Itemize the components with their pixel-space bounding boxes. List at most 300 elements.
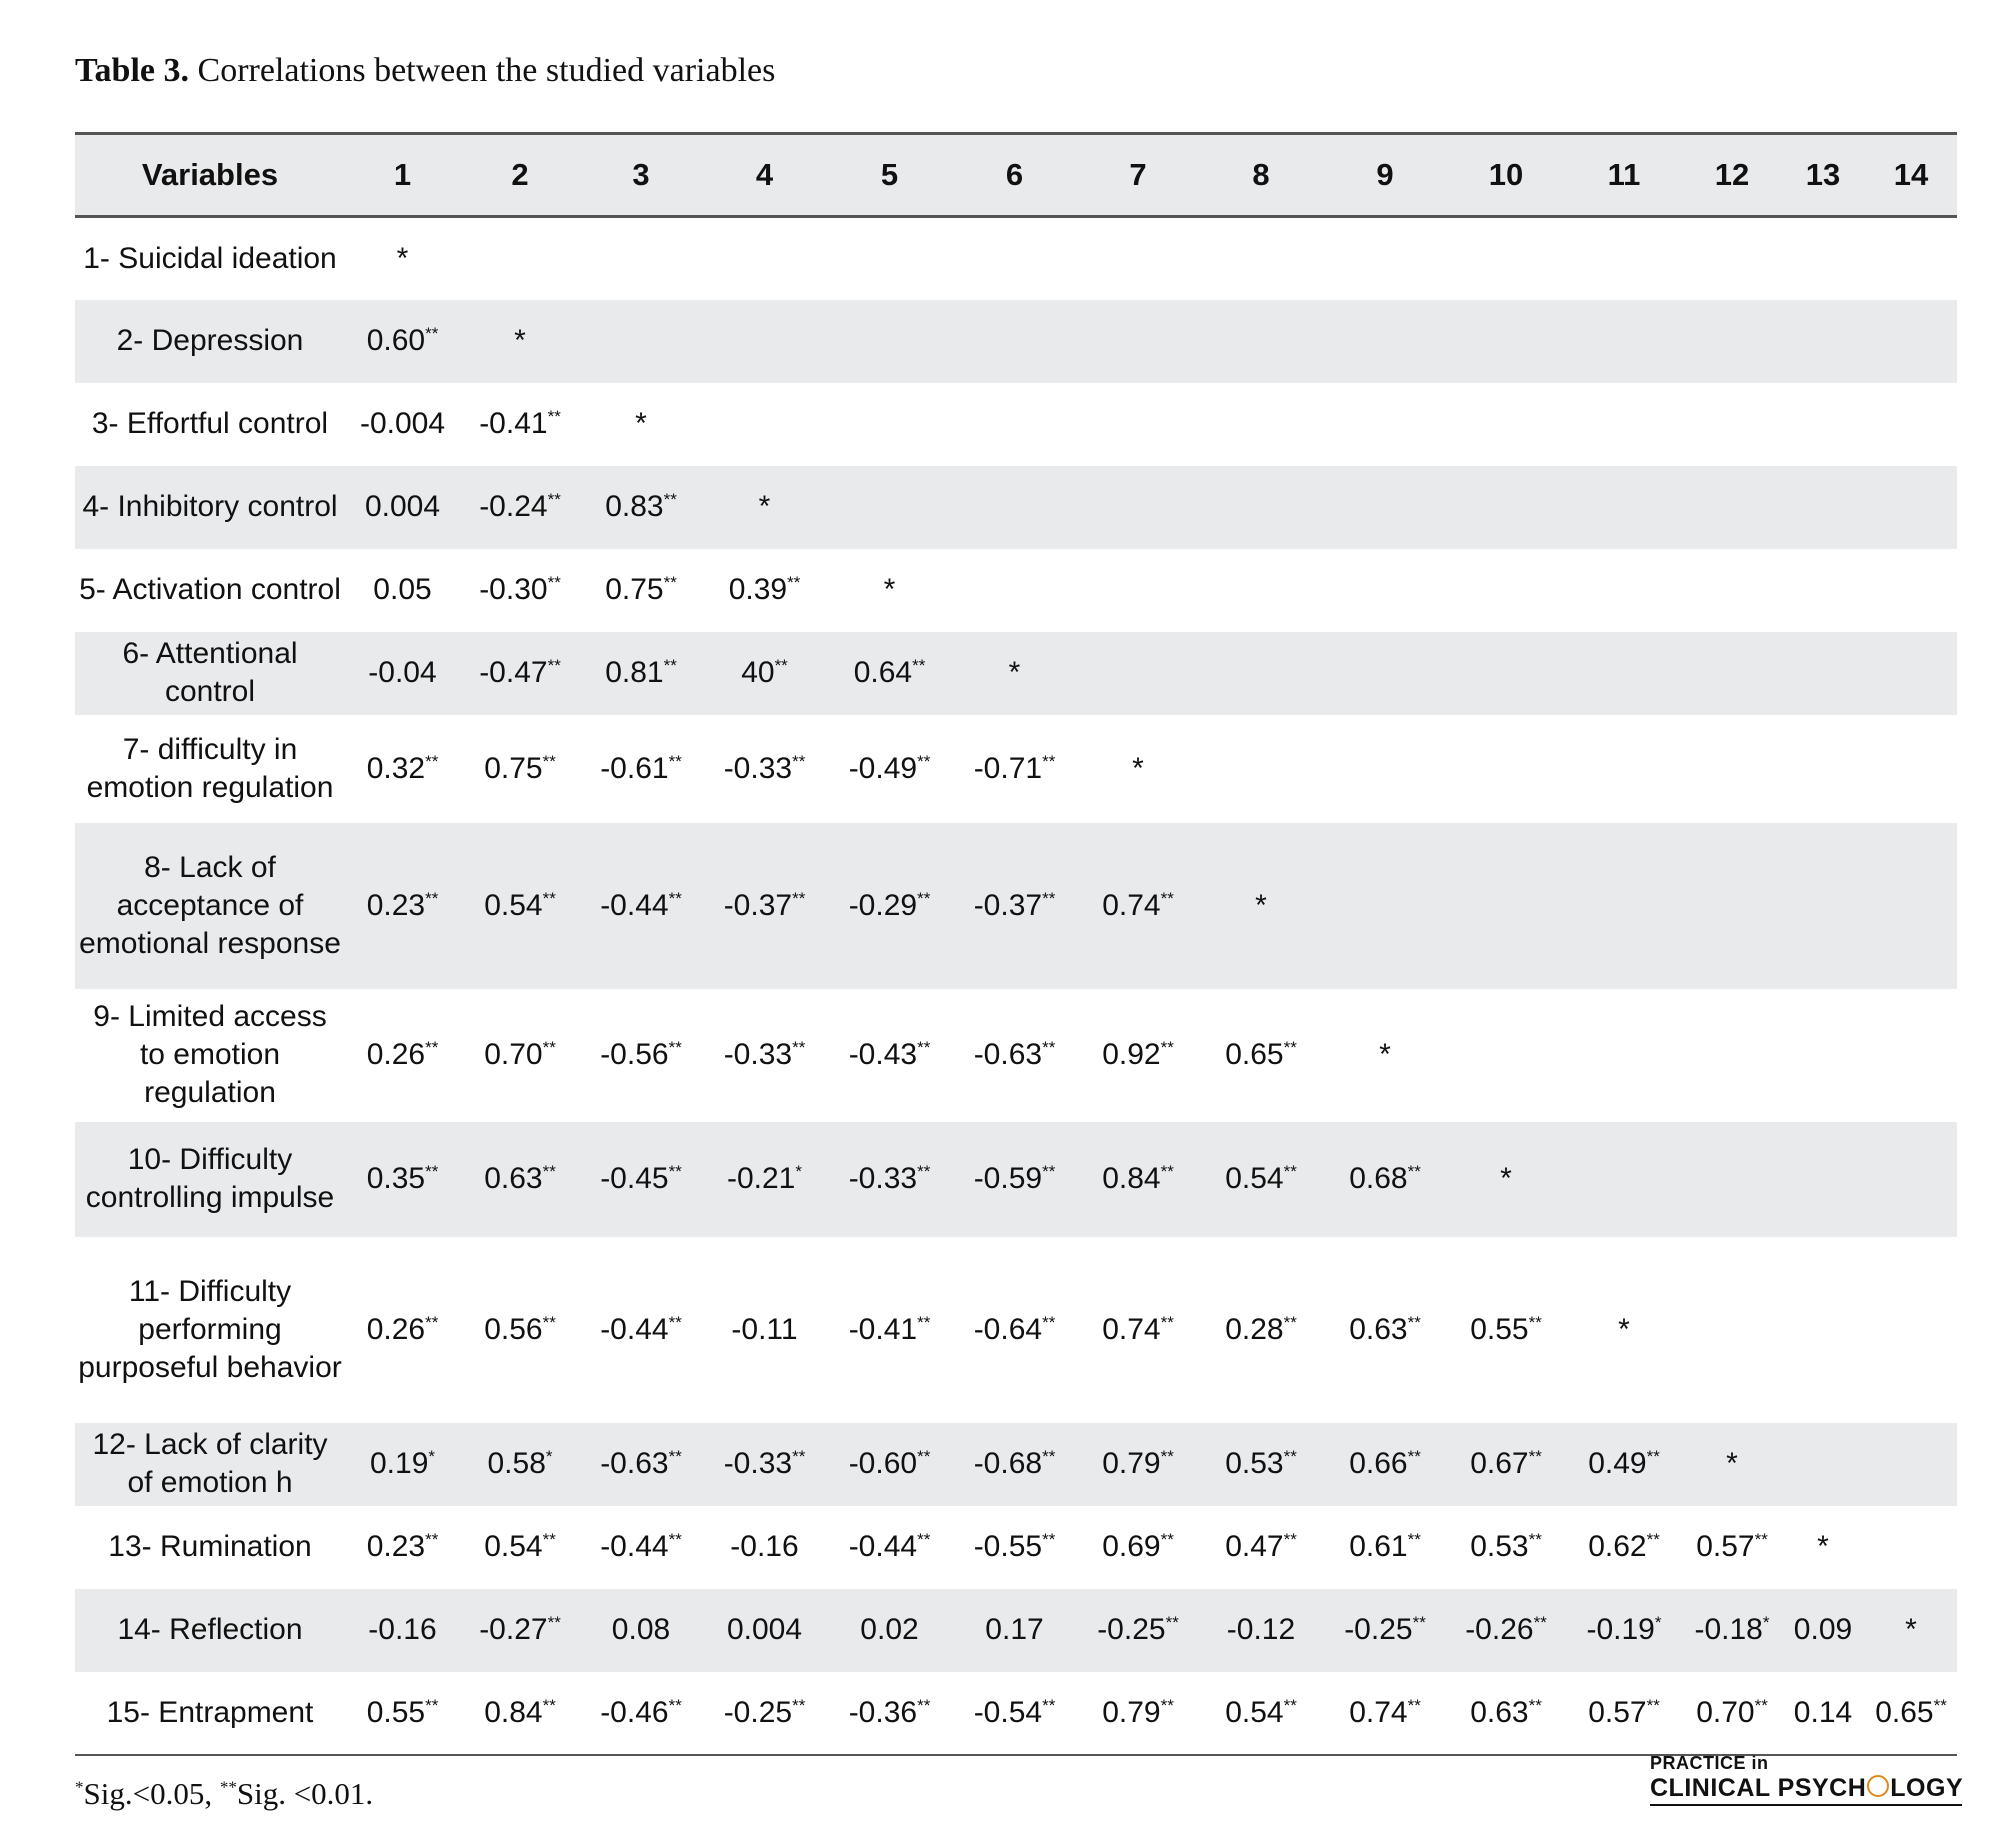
significance-mark: ** — [547, 1613, 561, 1632]
correlation-cell — [1447, 1237, 1565, 1423]
correlation-cell — [1077, 1672, 1199, 1755]
correlation-cell — [460, 1672, 580, 1755]
correlation-cell — [1077, 217, 1199, 300]
correlation-value: -0.71 — [973, 751, 1043, 785]
correlation-value: 0.02 — [860, 1613, 919, 1646]
correlation-cell — [345, 1589, 460, 1672]
correlation-cell — [580, 549, 702, 632]
correlation-cell — [460, 466, 580, 549]
significance-mark: ** — [547, 573, 561, 592]
correlation-cell — [952, 1506, 1077, 1589]
correlation-value: 0.55 — [1470, 1312, 1529, 1346]
correlation-cell — [952, 466, 1077, 549]
correlation-value: -0.44 — [600, 1312, 669, 1346]
correlation-cell — [460, 300, 580, 383]
table-row — [75, 632, 1957, 715]
header-variables: Variables — [141, 157, 279, 192]
correlation-cell — [827, 1122, 952, 1237]
correlation-cell — [1781, 300, 1865, 383]
correlation-value: -0.60 — [848, 1447, 918, 1480]
significance-mark: ** — [542, 1530, 556, 1549]
significance-mark: * — [1654, 1613, 1662, 1632]
correlation-value: -0.30 — [479, 573, 548, 606]
correlation-cell — [827, 549, 952, 632]
table-caption-label: Table 3. — [75, 52, 190, 89]
correlation-cell — [1683, 1237, 1781, 1423]
correlation-value: -0.46 — [600, 1695, 669, 1729]
correlation-cell — [1781, 466, 1865, 549]
variable-label: 7- difficulty in emotion regulation — [86, 732, 334, 804]
significance-mark: ** — [917, 888, 931, 908]
significance-mark: ** — [1528, 1695, 1542, 1715]
header-col-10: 10 — [1488, 157, 1524, 192]
correlation-cell — [1077, 383, 1199, 466]
correlation-value: 0.55 — [366, 1695, 426, 1729]
significance-mark: ** — [917, 1162, 931, 1181]
correlation-value: 0.35 — [366, 1162, 426, 1195]
logo-line-1: PRACTICE in — [1650, 1753, 1769, 1773]
correlation-cell — [827, 1672, 952, 1755]
significance-mark: ** — [1160, 1312, 1174, 1332]
significance-mark: ** — [425, 1312, 439, 1332]
correlation-cell — [1565, 823, 1683, 989]
correlation-value: 0.47 — [1225, 1530, 1284, 1563]
correlation-cell — [1077, 823, 1199, 989]
correlation-cell — [1199, 823, 1323, 989]
correlation-value: -0.44 — [600, 1530, 669, 1563]
correlation-value: * — [883, 573, 896, 606]
correlation-cell — [952, 217, 1077, 300]
correlation-cell — [1447, 1122, 1565, 1237]
footnote-text-1: Sig.<0.05, — [83, 1776, 220, 1811]
correlation-cell — [952, 549, 1077, 632]
correlation-cell — [460, 823, 580, 989]
correlation-value: -0.18 — [1694, 1613, 1763, 1646]
correlation-cell — [1865, 632, 1957, 715]
correlation-value: -0.55 — [973, 1530, 1043, 1563]
correlation-cell — [345, 217, 460, 300]
correlation-cell — [952, 823, 1077, 989]
correlation-cell — [952, 632, 1077, 715]
correlation-cell — [1683, 300, 1781, 383]
correlation-cell — [1447, 823, 1565, 989]
correlation-cell — [827, 300, 952, 383]
correlation-cell — [1077, 549, 1199, 632]
correlation-cell — [1323, 1589, 1447, 1672]
correlation-value: 0.61 — [1349, 1530, 1408, 1563]
correlation-table — [75, 132, 1957, 1756]
correlation-cell — [580, 1423, 702, 1506]
correlation-cell — [1565, 1423, 1683, 1506]
significance-footnote — [75, 1776, 373, 1812]
correlation-cell — [1781, 1506, 1865, 1589]
correlation-value: -0.61 — [600, 751, 669, 785]
correlation-cell — [952, 383, 1077, 466]
correlation-cell — [702, 1506, 827, 1589]
table-row — [75, 1237, 1957, 1423]
table-caption — [75, 52, 775, 90]
correlation-cell — [1199, 383, 1323, 466]
correlation-cell — [1323, 823, 1447, 989]
correlation-value: -0.59 — [973, 1162, 1043, 1195]
correlation-value: 0.53 — [1470, 1530, 1529, 1563]
correlation-value: -0.41 — [848, 1312, 918, 1346]
correlation-value: -0.33 — [723, 751, 793, 785]
correlation-value: 0.68 — [1349, 1162, 1408, 1195]
significance-mark: ** — [1646, 1695, 1660, 1715]
significance-mark: ** — [917, 1447, 931, 1466]
correlation-cell — [1865, 1237, 1957, 1423]
correlation-cell — [1077, 632, 1199, 715]
correlation-cell — [1323, 217, 1447, 300]
variable-label: 3- Effortful control — [91, 407, 329, 440]
table-row — [75, 1672, 1957, 1755]
correlation-cell — [580, 466, 702, 549]
significance-mark: ** — [1042, 1312, 1056, 1332]
correlation-cell — [1683, 715, 1781, 823]
header-col-9: 9 — [1376, 157, 1394, 192]
significance-mark: ** — [1533, 1613, 1547, 1632]
correlation-cell — [580, 1122, 702, 1237]
correlation-cell — [1565, 1122, 1683, 1237]
variable-label: 9- Limited access to emotion regulation — [93, 1000, 327, 1109]
correlation-value: 0.74 — [1349, 1695, 1408, 1729]
correlation-value: -0.63 — [600, 1447, 669, 1480]
correlation-cell — [702, 1237, 827, 1423]
significance-mark: * — [545, 1447, 553, 1466]
correlation-value: -0.33 — [723, 1447, 793, 1480]
correlation-cell — [1865, 1672, 1957, 1755]
significance-mark: ** — [668, 1038, 682, 1057]
correlation-cell — [1781, 715, 1865, 823]
table-row — [75, 300, 1957, 383]
significance-mark: ** — [1165, 1613, 1179, 1632]
correlation-cell — [1683, 466, 1781, 549]
correlation-cell — [952, 1122, 1077, 1237]
correlation-cell — [1199, 1506, 1323, 1589]
correlation-cell — [1781, 1589, 1865, 1672]
correlation-value: 0.63 — [484, 1162, 543, 1195]
significance-mark: ** — [668, 888, 682, 908]
correlation-cell — [580, 383, 702, 466]
table-row — [75, 1589, 1957, 1672]
header-col-3: 3 — [632, 157, 650, 192]
correlation-cell — [952, 300, 1077, 383]
correlation-cell — [1199, 466, 1323, 549]
correlation-cell — [1077, 715, 1199, 823]
correlation-cell — [460, 1423, 580, 1506]
table-row — [75, 466, 1957, 549]
correlation-value: 0.63 — [1349, 1312, 1408, 1346]
correlation-cell — [1077, 1506, 1199, 1589]
correlation-cell — [1323, 1423, 1447, 1506]
correlation-value: 0.92 — [1102, 1038, 1161, 1071]
correlation-cell — [1323, 383, 1447, 466]
correlation-value: -0.24 — [479, 490, 548, 523]
correlation-cell — [345, 989, 460, 1122]
correlation-cell — [827, 1506, 952, 1589]
correlation-cell — [827, 823, 952, 989]
correlation-value: 0.70 — [484, 1038, 543, 1071]
significance-mark: ** — [792, 1447, 806, 1466]
significance-mark: ** — [1407, 1530, 1421, 1549]
correlation-value: -0.004 — [359, 407, 446, 440]
correlation-cell — [1199, 1589, 1323, 1672]
correlation-cell — [702, 300, 827, 383]
correlation-value: 0.14 — [1793, 1695, 1853, 1729]
correlation-value: -0.64 — [973, 1312, 1043, 1346]
significance-mark: ** — [542, 1695, 556, 1715]
correlation-cell — [460, 632, 580, 715]
significance-mark: ** — [668, 1162, 682, 1181]
correlation-cell — [952, 989, 1077, 1122]
significance-mark: ** — [1283, 1162, 1297, 1181]
table-row — [75, 823, 1957, 989]
correlation-cell — [952, 715, 1077, 823]
correlation-value: 0.79 — [1102, 1695, 1161, 1729]
correlation-cell — [1199, 300, 1323, 383]
correlation-cell — [1199, 1423, 1323, 1506]
correlation-cell — [827, 989, 952, 1122]
correlation-cell — [1683, 383, 1781, 466]
correlation-cell — [1199, 1672, 1323, 1755]
significance-mark: ** — [425, 751, 439, 771]
correlation-cell — [702, 549, 827, 632]
table-row — [75, 1423, 1957, 1506]
correlation-cell — [580, 632, 702, 715]
correlation-cell — [1781, 1423, 1865, 1506]
table-caption-text: Correlations between the studied variables — [197, 52, 776, 89]
correlation-cell — [827, 1423, 952, 1506]
variable-label: 12- Lack of clarity of emotion h — [92, 1428, 328, 1499]
significance-mark: ** — [792, 888, 806, 908]
significance-mark: ** — [1754, 1530, 1768, 1549]
significance-mark: ** — [917, 1312, 931, 1332]
significance-mark: ** — [912, 656, 926, 675]
correlation-value: 0.84 — [484, 1695, 543, 1729]
correlation-value: -0.47 — [479, 656, 548, 689]
table-header — [75, 134, 1957, 217]
correlation-cell — [1199, 632, 1323, 715]
journal-logo — [1650, 1753, 1962, 1806]
table-body — [75, 217, 1957, 1755]
header-col-6: 6 — [1005, 157, 1024, 192]
correlation-value: * — [1008, 656, 1021, 689]
significance-mark: ** — [1042, 1447, 1056, 1466]
correlation-value: 0.84 — [1102, 1162, 1161, 1195]
significance-mark: * — [1762, 1613, 1770, 1632]
correlation-value: 0.66 — [1349, 1447, 1408, 1480]
table-row — [75, 989, 1957, 1122]
header-col-13: 13 — [1805, 157, 1841, 192]
correlation-cell — [1565, 217, 1683, 300]
significance-mark: ** — [1407, 1447, 1421, 1466]
correlation-value: -0.63 — [973, 1038, 1043, 1071]
correlation-cell — [1447, 300, 1565, 383]
correlation-value: 0.32 — [366, 751, 426, 785]
correlation-cell — [1199, 989, 1323, 1122]
correlation-cell — [702, 823, 827, 989]
header-col-8: 8 — [1252, 157, 1270, 192]
logo-line-2a: CLINICAL PSYCH — [1650, 1774, 1867, 1802]
correlation-value: -0.33 — [723, 1038, 793, 1071]
table-row — [75, 383, 1957, 466]
table-row — [75, 217, 1957, 300]
significance-mark: ** — [917, 1038, 931, 1057]
correlation-value: * — [635, 407, 647, 440]
table-row — [75, 715, 1957, 823]
variable-label: 14- Reflection — [117, 1613, 303, 1646]
significance-mark: ** — [425, 1038, 439, 1057]
correlation-cell — [345, 549, 460, 632]
correlation-cell — [1447, 1423, 1565, 1506]
correlation-value: -0.56 — [600, 1038, 669, 1071]
significance-mark: ** — [668, 751, 682, 771]
correlation-value: * — [1726, 1447, 1738, 1480]
correlation-cell — [702, 715, 827, 823]
correlation-cell — [1865, 549, 1957, 632]
correlation-value: 0.17 — [985, 1613, 1044, 1646]
correlation-cell — [580, 1506, 702, 1589]
correlation-value: -0.29 — [848, 888, 918, 922]
correlation-cell — [952, 1423, 1077, 1506]
correlation-cell — [1683, 823, 1781, 989]
significance-mark: ** — [1042, 888, 1056, 908]
significance-mark: ** — [792, 1695, 806, 1715]
correlation-cell — [952, 1672, 1077, 1755]
variable-label: 5- Activation control — [79, 573, 341, 606]
correlation-value: -0.68 — [973, 1447, 1043, 1480]
correlation-cell — [1323, 1237, 1447, 1423]
significance-mark: ** — [547, 490, 561, 509]
significance-mark: ** — [1283, 1695, 1297, 1715]
significance-mark: ** — [542, 888, 556, 908]
variable-label: 1- Suicidal ideation — [83, 241, 337, 275]
correlation-cell — [1447, 549, 1565, 632]
correlation-cell — [1865, 300, 1957, 383]
correlation-cell — [827, 1237, 952, 1423]
correlation-value: -0.11 — [731, 1312, 798, 1346]
correlation-cell — [345, 1506, 460, 1589]
correlation-cell — [345, 1237, 460, 1423]
correlation-cell — [1865, 1423, 1957, 1506]
significance-mark: ** — [774, 656, 788, 675]
correlation-cell — [702, 1589, 827, 1672]
correlation-cell — [1077, 1237, 1199, 1423]
correlation-cell — [1323, 1672, 1447, 1755]
significance-mark: ** — [1528, 1447, 1542, 1466]
correlation-cell — [1565, 989, 1683, 1122]
correlation-value: 0.62 — [1588, 1530, 1647, 1563]
significance-mark: ** — [1933, 1695, 1947, 1715]
correlation-cell — [702, 989, 827, 1122]
correlation-value: 0.54 — [1225, 1162, 1284, 1195]
correlation-value: -0.16 — [730, 1530, 799, 1563]
correlation-value: 0.28 — [1225, 1312, 1284, 1346]
correlation-cell — [1323, 549, 1447, 632]
significance-mark: ** — [1160, 1038, 1174, 1057]
correlation-cell — [1781, 1672, 1865, 1755]
correlation-cell — [1199, 1237, 1323, 1423]
correlation-value: -0.19 — [1586, 1613, 1655, 1646]
correlation-value: 0.63 — [1470, 1695, 1529, 1729]
correlation-cell — [1683, 1423, 1781, 1506]
correlation-cell — [1683, 1672, 1781, 1755]
correlation-value: 0.26 — [366, 1038, 426, 1071]
correlation-cell — [580, 300, 702, 383]
correlation-value: * — [1905, 1613, 1917, 1646]
correlation-value: 0.83 — [605, 490, 664, 523]
correlation-value: 0.64 — [853, 656, 913, 689]
correlation-value: 0.23 — [366, 888, 426, 922]
correlation-value: 0.05 — [373, 573, 432, 606]
correlation-cell — [580, 217, 702, 300]
table-row — [75, 549, 1957, 632]
correlation-value: -0.25 — [1344, 1613, 1413, 1646]
correlation-cell — [1781, 383, 1865, 466]
significance-mark: ** — [792, 751, 806, 771]
significance-mark: ** — [542, 1312, 556, 1332]
correlation-cell — [580, 1672, 702, 1755]
correlation-cell — [827, 217, 952, 300]
correlation-cell — [580, 1237, 702, 1423]
significance-mark: ** — [1160, 1447, 1174, 1466]
correlation-value: -0.37 — [723, 888, 793, 922]
table-row — [75, 1122, 1957, 1237]
correlation-cell — [1683, 1122, 1781, 1237]
correlation-value: 0.69 — [1102, 1530, 1161, 1563]
correlation-cell — [580, 715, 702, 823]
correlation-cell — [1565, 1506, 1683, 1589]
significance-mark: ** — [425, 324, 439, 343]
correlation-cell — [1323, 300, 1447, 383]
significance-mark: ** — [668, 1530, 682, 1549]
correlation-value: -0.44 — [848, 1530, 918, 1563]
correlation-cell — [1683, 549, 1781, 632]
correlation-value: -0.36 — [848, 1695, 918, 1729]
correlation-cell — [827, 715, 952, 823]
significance-mark: ** — [663, 573, 677, 592]
significance-mark: ** — [663, 490, 677, 509]
variable-label: 6- Attentional control — [122, 637, 298, 708]
correlation-cell — [460, 715, 580, 823]
correlation-cell — [345, 1423, 460, 1506]
correlation-cell — [827, 1589, 952, 1672]
correlation-cell — [1865, 1122, 1957, 1237]
significance-mark: ** — [1160, 1695, 1174, 1715]
correlation-value: 0.57 — [1696, 1530, 1755, 1563]
correlation-cell — [1323, 1122, 1447, 1237]
correlation-cell — [1323, 715, 1447, 823]
variable-label: 8- Lack of acceptance of emotional response — [79, 850, 341, 960]
correlation-value: -0.25 — [1097, 1613, 1166, 1646]
correlation-value: -0.37 — [973, 888, 1043, 922]
correlation-cell — [1565, 300, 1683, 383]
correlation-cell — [1865, 715, 1957, 823]
correlation-cell — [702, 466, 827, 549]
significance-mark: ** — [1412, 1613, 1426, 1632]
correlation-cell — [1447, 217, 1565, 300]
correlation-cell — [1683, 1506, 1781, 1589]
correlation-cell — [952, 1237, 1077, 1423]
variable-label: 15- Entrapment — [106, 1695, 314, 1729]
correlation-value: 0.60 — [366, 324, 426, 357]
correlation-cell — [952, 1589, 1077, 1672]
correlation-cell — [1447, 989, 1565, 1122]
correlation-cell — [1565, 383, 1683, 466]
header-row — [75, 134, 1957, 217]
correlation-cell — [702, 1122, 827, 1237]
